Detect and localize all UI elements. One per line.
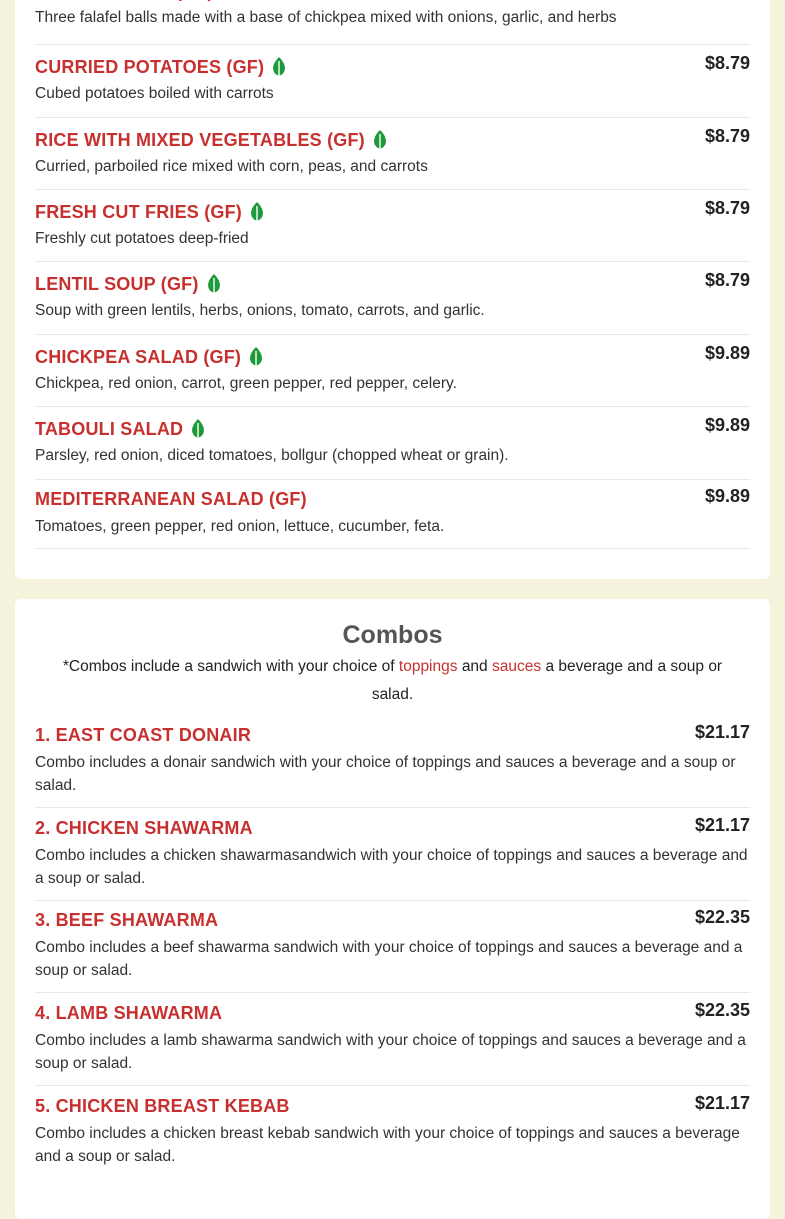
note-text: a beverage and a soup or salad. [371,658,723,703]
menu-item-description: Freshly cut potatoes deep-fried [35,230,249,247]
combo-item-price: $22.35 [694,1000,750,1020]
divider [35,900,750,901]
menu-item-description: Tomatoes, green pepper, red onion, lettuce, cucumber, feta. [35,518,445,535]
menu-item-price: $9.89 [704,486,750,506]
combo-item-description: Combo includes a chicken breast kebab sandwich with your choice of toppings and sauces a beverage and a soup or salad. [35,1125,740,1165]
leaf-icon [189,418,207,440]
combo-item-name: 1. EAST COAST DONAIR [35,725,252,745]
combo-item-price: $21.17 [694,815,750,835]
combo-item-description: Combo includes a lamb shawarma sandwich with your choice of toppings and sauces a beverage and a soup or salad. [35,1032,746,1072]
menu-item-name: MEDITERRANEAN SALAD (GF) [35,489,307,509]
toppings-link[interactable]: toppings [398,658,458,675]
note-text: and [461,658,488,675]
divider [35,807,750,808]
combo-item-name: 5. CHICKEN BREAST KEBAB [35,1096,290,1116]
combo-item-price: $21.17 [694,722,750,742]
leaf-icon [248,201,266,223]
divider [35,334,750,335]
combo-item-price: $22.35 [694,907,750,927]
menu-item-price: $8.79 [704,198,750,218]
leaf-icon [371,129,389,151]
combos-card [15,599,770,1219]
combo-item-description: Combo includes a beef shawarma sandwich with your choice of toppings and sauces a beverage and a soup or salad. [35,939,743,979]
combo-item-name: 3. BEEF SHAWARMA [35,910,219,930]
menu-item-description: Curried, parboiled rice mixed with corn, peas, and carrots [35,158,428,175]
combo-item-description: Combo includes a chicken shawarmasandwich with your choice of toppings and sauces a beverage and a soup or salad. [35,847,748,887]
combo-item-price: $21.17 [694,1093,750,1113]
combo-item-description: Combo includes a donair sandwich with your choice of toppings and sauces a beverage and a soup or salad. [35,754,736,794]
menu-item-description: Chickpea, red onion, carrot, green pepper, red pepper, celery. [35,375,457,392]
sides-menu-card [15,0,770,579]
divider [35,548,750,549]
divider [35,406,750,407]
divider [35,117,750,118]
menu-item-price: $8.79 [704,270,750,290]
divider [35,261,750,262]
menu-item-name: CHICKPEA SALAD (GF) [35,346,242,367]
menu-item-name [35,0,214,2]
menu-item-price: $8.79 [704,126,750,146]
divider [35,189,750,190]
divider [35,1085,750,1086]
menu-item-name: CURRIED POTATOES (GF) [35,56,265,77]
sauces-link[interactable]: sauces [492,658,542,675]
combos-note [45,653,740,709]
menu-item-description: Cubed potatoes boiled with carrots [35,85,274,102]
divider [35,44,750,45]
leaf-icon [247,346,265,368]
menu-item-name: TABOULI SALAD [35,418,184,439]
note-text: *Combos include a sandwich with your choice of [62,658,395,675]
leaf-icon [220,0,238,2]
menu-item-price: $8.79 [704,53,750,73]
menu-item-name: RICE WITH MIXED VEGETABLES (GF) [35,129,365,150]
menu-item-price: $9.89 [704,415,750,435]
leaf-icon [205,273,223,295]
leaf-icon [270,56,288,78]
divider [35,992,750,993]
divider [35,479,750,480]
section-title: Combos [342,621,443,649]
menu-item-description: Soup with green lentils, herbs, onions, tomato, carrots, and garlic. [35,302,485,319]
combo-item-name: 4. LAMB SHAWARMA [35,1003,223,1023]
menu-item-price: $9.89 [704,343,750,363]
combo-item-name: 2. CHICKEN SHAWARMA [35,818,253,838]
menu-item-description: Three falafel balls made with a base of chickpea mixed with onions, garlic, and herbs [35,9,617,26]
menu-item-name: FRESH CUT FRIES (GF) [35,201,242,222]
menu-item-name: LENTIL SOUP (GF) [35,273,199,294]
menu-item-description: Parsley, red onion, diced tomatoes, bollgur (chopped wheat or grain). [35,447,509,464]
